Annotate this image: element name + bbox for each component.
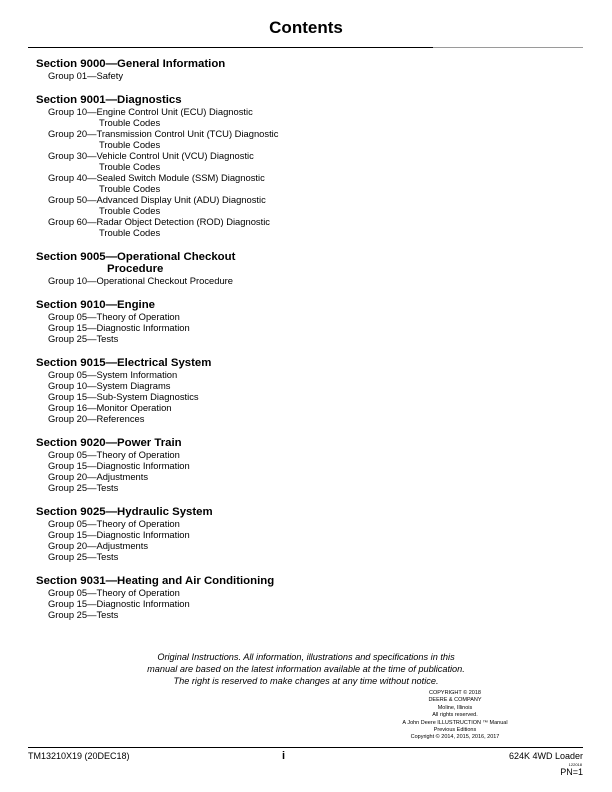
group-label-continuation: Trouble Codes [99,161,161,172]
copyright-line: A John Deere ILLUSTRUCTION ™ Manual [402,719,508,726]
group-label: Group 25—Tests [48,333,119,344]
copyright-line: Moline, Illinois [437,704,473,711]
contents-section [36,299,576,344]
group-entry [36,471,576,482]
group-entry [36,529,576,540]
group-label: Group 10—System Diagrams [48,380,171,391]
group-label: Group 20—Adjustments [48,471,149,482]
group-label: Group 05—Theory of Operation [48,587,180,598]
group-label: Group 15—Diagnostic Information [48,598,190,609]
copyright-line: Previous Editions [433,727,477,734]
group-label: Group 50—Advanced Display Unit (ADU) Diagnostic [48,194,266,205]
group-label-continuation: Trouble Codes [99,183,161,194]
group-entry [36,460,576,471]
group-label: Group 20—Transmission Control Unit (TCU) Diagnostic [48,128,279,139]
group-entry [36,194,576,216]
copyright-block [340,690,570,742]
group-label: Group 05—Theory of Operation [48,518,180,529]
contents-section [36,357,576,424]
bottom-rule [28,747,583,748]
section-title [36,357,576,369]
group-entry [36,333,576,344]
group-entry [36,598,576,609]
contents-section [36,437,576,493]
group-entry [36,322,576,333]
section-title [36,94,576,106]
section-title [36,299,576,311]
group-entry [36,609,576,620]
group-entry [36,128,576,150]
group-label: Group 15—Sub-System Diagnostics [48,391,199,402]
model-name: 624K 4WD Loader [508,751,583,761]
copyright-line: Copyright © 2014, 2015, 2016, 2017 [410,734,500,741]
group-label: Group 10—Engine Control Unit (ECU) Diagnostic [48,106,253,117]
group-label: Group 10—Operational Checkout Procedure [48,275,234,286]
group-label: Group 30—Vehicle Control Unit (VCU) Diagnostic [48,150,254,161]
section-title [36,437,576,449]
section-title-text: Section 9020—Power Train [36,437,182,449]
copyright-line: COPYRIGHT © 2018 [429,690,481,696]
section-title-continuation: Procedure [107,263,164,275]
group-entry [36,551,576,562]
group-label: Group 15—Diagnostic Information [48,322,190,333]
group-label: Group 01—Safety [48,70,124,81]
contents-section [36,506,576,562]
page-title: Contents [269,18,343,37]
group-entry [36,391,576,402]
section-title-text: Section 9015—Electrical System [36,357,212,369]
group-entry [36,311,576,322]
group-label-continuation: Trouble Codes [99,205,161,216]
group-label-continuation: Trouble Codes [99,227,161,238]
group-entry [36,216,576,238]
original-instructions-notice [90,651,522,687]
page-number: i [282,750,286,762]
contents-section [36,94,576,238]
group-label-continuation: Trouble Codes [99,117,161,128]
group-label: Group 25—Tests [48,551,119,562]
section-title [36,575,576,587]
contents-section [36,58,576,81]
section-title-text: Section 9025—Hydraulic System [36,506,213,518]
notice-line: Original Instructions. All information, illustrations and specifications in this [157,652,455,662]
group-label: Group 15—Diagnostic Information [48,529,190,540]
revision-code: 122018 [568,762,582,767]
group-label: Group 40—Sealed Switch Module (SSM) Diagnostic [48,172,265,183]
section-title-text: Section 9001—Diagnostics [36,94,182,106]
group-label: Group 20—References [48,413,145,424]
contents-section [36,251,576,286]
group-entry [36,380,576,391]
top-rule-accent [433,47,583,48]
group-label-continuation: Trouble Codes [99,139,161,150]
section-title [36,58,576,70]
group-entry [36,369,576,380]
group-entry [36,518,576,529]
document-id: TM13210X19 (20DEC18) [28,751,130,761]
group-label: Group 16—Monitor Operation [48,402,172,413]
notice-line: manual are based on the latest information available at the time of publication. [147,664,465,674]
contents-section [36,575,576,620]
contents-list [36,58,576,633]
group-entry [36,413,576,424]
copyright-line: All rights reserved. [432,712,478,719]
group-entry [36,275,576,286]
group-entry [36,449,576,460]
group-label: Group 20—Adjustments [48,540,149,551]
group-entry [36,587,576,598]
group-entry [36,172,576,194]
section-title-text: Section 9031—Heating and Air Conditioning [36,575,275,587]
group-label: Group 60—Radar Object Detection (ROD) Diagnostic [48,216,270,227]
group-entry [36,70,576,81]
section-title [36,251,576,275]
group-label: Group 15—Diagnostic Information [48,460,190,471]
group-entry [36,482,576,493]
section-title-text: Section 9010—Engine [36,299,156,311]
section-title-text: Section 9000—General Information [36,58,226,70]
section-title [36,506,576,518]
section-title-text: Section 9005—Operational Checkout [36,251,236,263]
group-entry [36,540,576,551]
group-entry [36,402,576,413]
group-entry [36,150,576,172]
copyright-line: DEERE & COMPANY [428,697,482,704]
group-label: Group 25—Tests [48,609,119,620]
group-label: Group 05—Theory of Operation [48,311,180,322]
group-label: Group 05—Theory of Operation [48,449,180,460]
group-label: Group 05—System Information [48,369,178,380]
page-pn: PN=1 [560,767,583,777]
group-entry [36,106,576,128]
group-label: Group 25—Tests [48,482,119,493]
notice-line: The right is reserved to make changes at any time without notice. [173,676,439,686]
